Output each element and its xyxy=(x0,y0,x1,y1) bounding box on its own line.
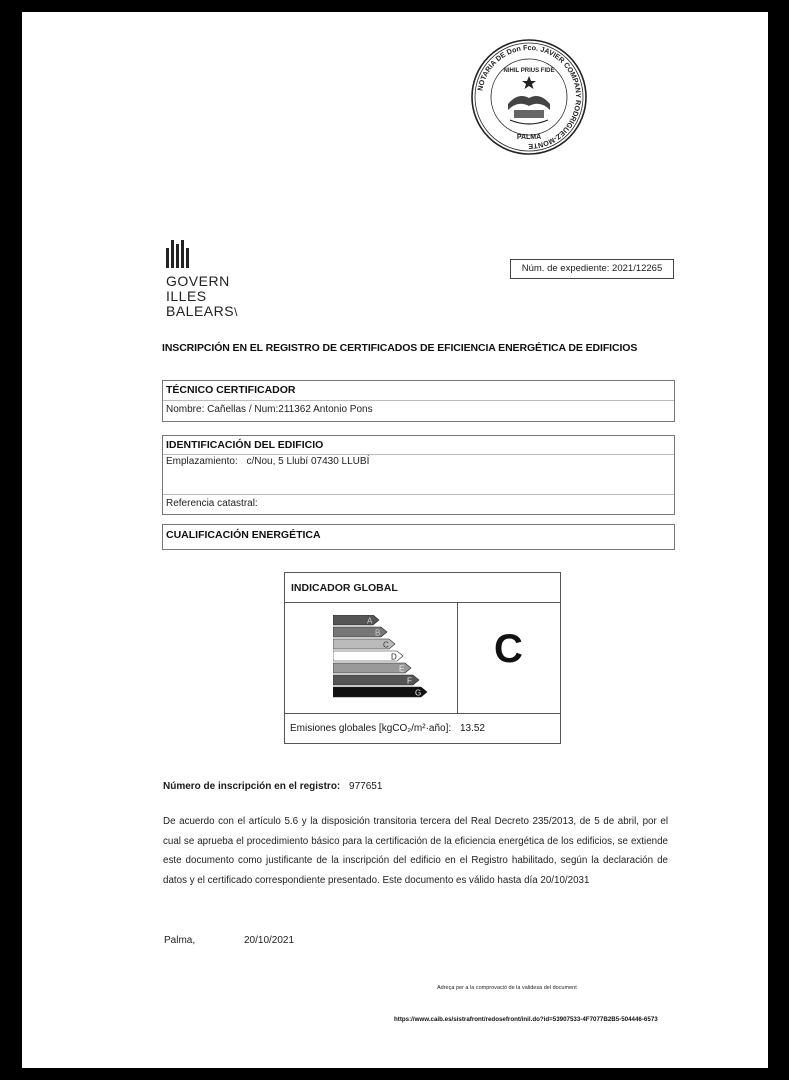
emisiones-value: 13.52 xyxy=(459,723,485,734)
energy-arrow-label-a: A xyxy=(367,616,373,626)
registro-label: Número de inscripción en el registro: xyxy=(163,781,341,792)
seal-motto: NIHIL PRIUS FIDE xyxy=(503,68,555,74)
barcode-icon xyxy=(459,991,603,1017)
seal-city: PALMA xyxy=(516,134,542,141)
govern-logo-bars-icon xyxy=(166,240,238,268)
indicador-global xyxy=(284,572,561,744)
verify-url-link[interactable]: https://www.caib.es/sistrafront/redosefront/inil.do?id=53907533-4F7077B2B5-504446-6573 xyxy=(394,1016,658,1023)
emisiones-label: Emisiones globales [kgCO₂/m²·año]: xyxy=(290,723,452,734)
registro-value: 977651 xyxy=(349,781,383,792)
place: Palma, xyxy=(164,935,196,946)
tecnico-heading: TÉCNICO CERTIFICADOR xyxy=(166,384,296,396)
seal-ring-text: NOTARIA DE Don Fco. JAVIER COMPANY RODRIGUEZ-MONTE xyxy=(475,42,584,152)
energy-rating-letter: C xyxy=(494,627,523,671)
document-page xyxy=(22,12,768,1068)
edificio-section xyxy=(162,435,675,515)
energy-arrow-label-g: G xyxy=(415,688,422,698)
energy-arrow-label-b: B xyxy=(375,628,381,638)
legal-paragraph: De acuerdo con el artículo 5.6 y la disposición transitoria tercera del Real Decreto 235/2013, de 5 de abril, por el cual se aprueba el procedimiento básico para la certificación de la eficiencia energética de los edificios, se extiende este documento como justificante de la inscripción del edificio en el Registro habilitado, según la declaración de datos y el certificado correspondiente presentado. Este documento es válido hasta día 20/10/2031 xyxy=(163,816,668,886)
energy-arrow-label-d: D xyxy=(391,652,397,662)
tecnico-nombre: Nombre: Cañellas / Num:211362 Antonio Pons xyxy=(166,404,373,415)
govern-logo xyxy=(166,240,238,320)
emplazamiento-row xyxy=(163,456,369,467)
logo-line-balears: BALEARS\ xyxy=(166,303,238,319)
energy-scale-arrows xyxy=(333,615,433,701)
expediente-number: Núm. de expediente: 2021/12265 xyxy=(510,259,674,279)
indicador-heading: INDICADOR GLOBAL xyxy=(285,573,560,603)
edificio-heading: IDENTIFICACIÓN DEL EDIFICIO xyxy=(166,439,324,451)
energy-arrow-label-e: E xyxy=(399,664,405,674)
logo-line-illes: ILLES xyxy=(166,288,207,304)
energy-arrow-g xyxy=(333,687,427,697)
document-title: INSCRIPCIÓN EN EL REGISTRO DE CERTIFICADOS DE EFICIENCIA ENERGÉTICA DE EDIFICIOS xyxy=(162,342,638,354)
referencia-label: Referencia catastral: xyxy=(166,498,258,509)
cualificacion-heading: CUALIFICACIÓN ENERGÉTICA xyxy=(166,529,321,541)
rating-cell xyxy=(457,603,560,713)
energy-scale xyxy=(285,603,458,713)
emplazamiento-value: c/Nou, 5 Llubí 07430 LLUBÍ xyxy=(246,456,370,467)
cualificacion-section xyxy=(162,524,675,550)
emplazamiento-label: Emplazamiento: xyxy=(166,456,238,467)
tecnico-section xyxy=(162,380,675,422)
registro-line xyxy=(163,781,382,792)
energy-arrow-label-f: F xyxy=(407,676,412,686)
logo-line-govern: GOVERN xyxy=(166,273,230,289)
energy-arrow-label-c: C xyxy=(383,640,389,650)
verify-caption: Adreça per a la comprovació de la validesa del document xyxy=(437,985,577,991)
issue-date: 20/10/2021 xyxy=(244,935,295,946)
emisiones-row xyxy=(285,713,560,743)
notary-seal-icon xyxy=(470,38,588,156)
